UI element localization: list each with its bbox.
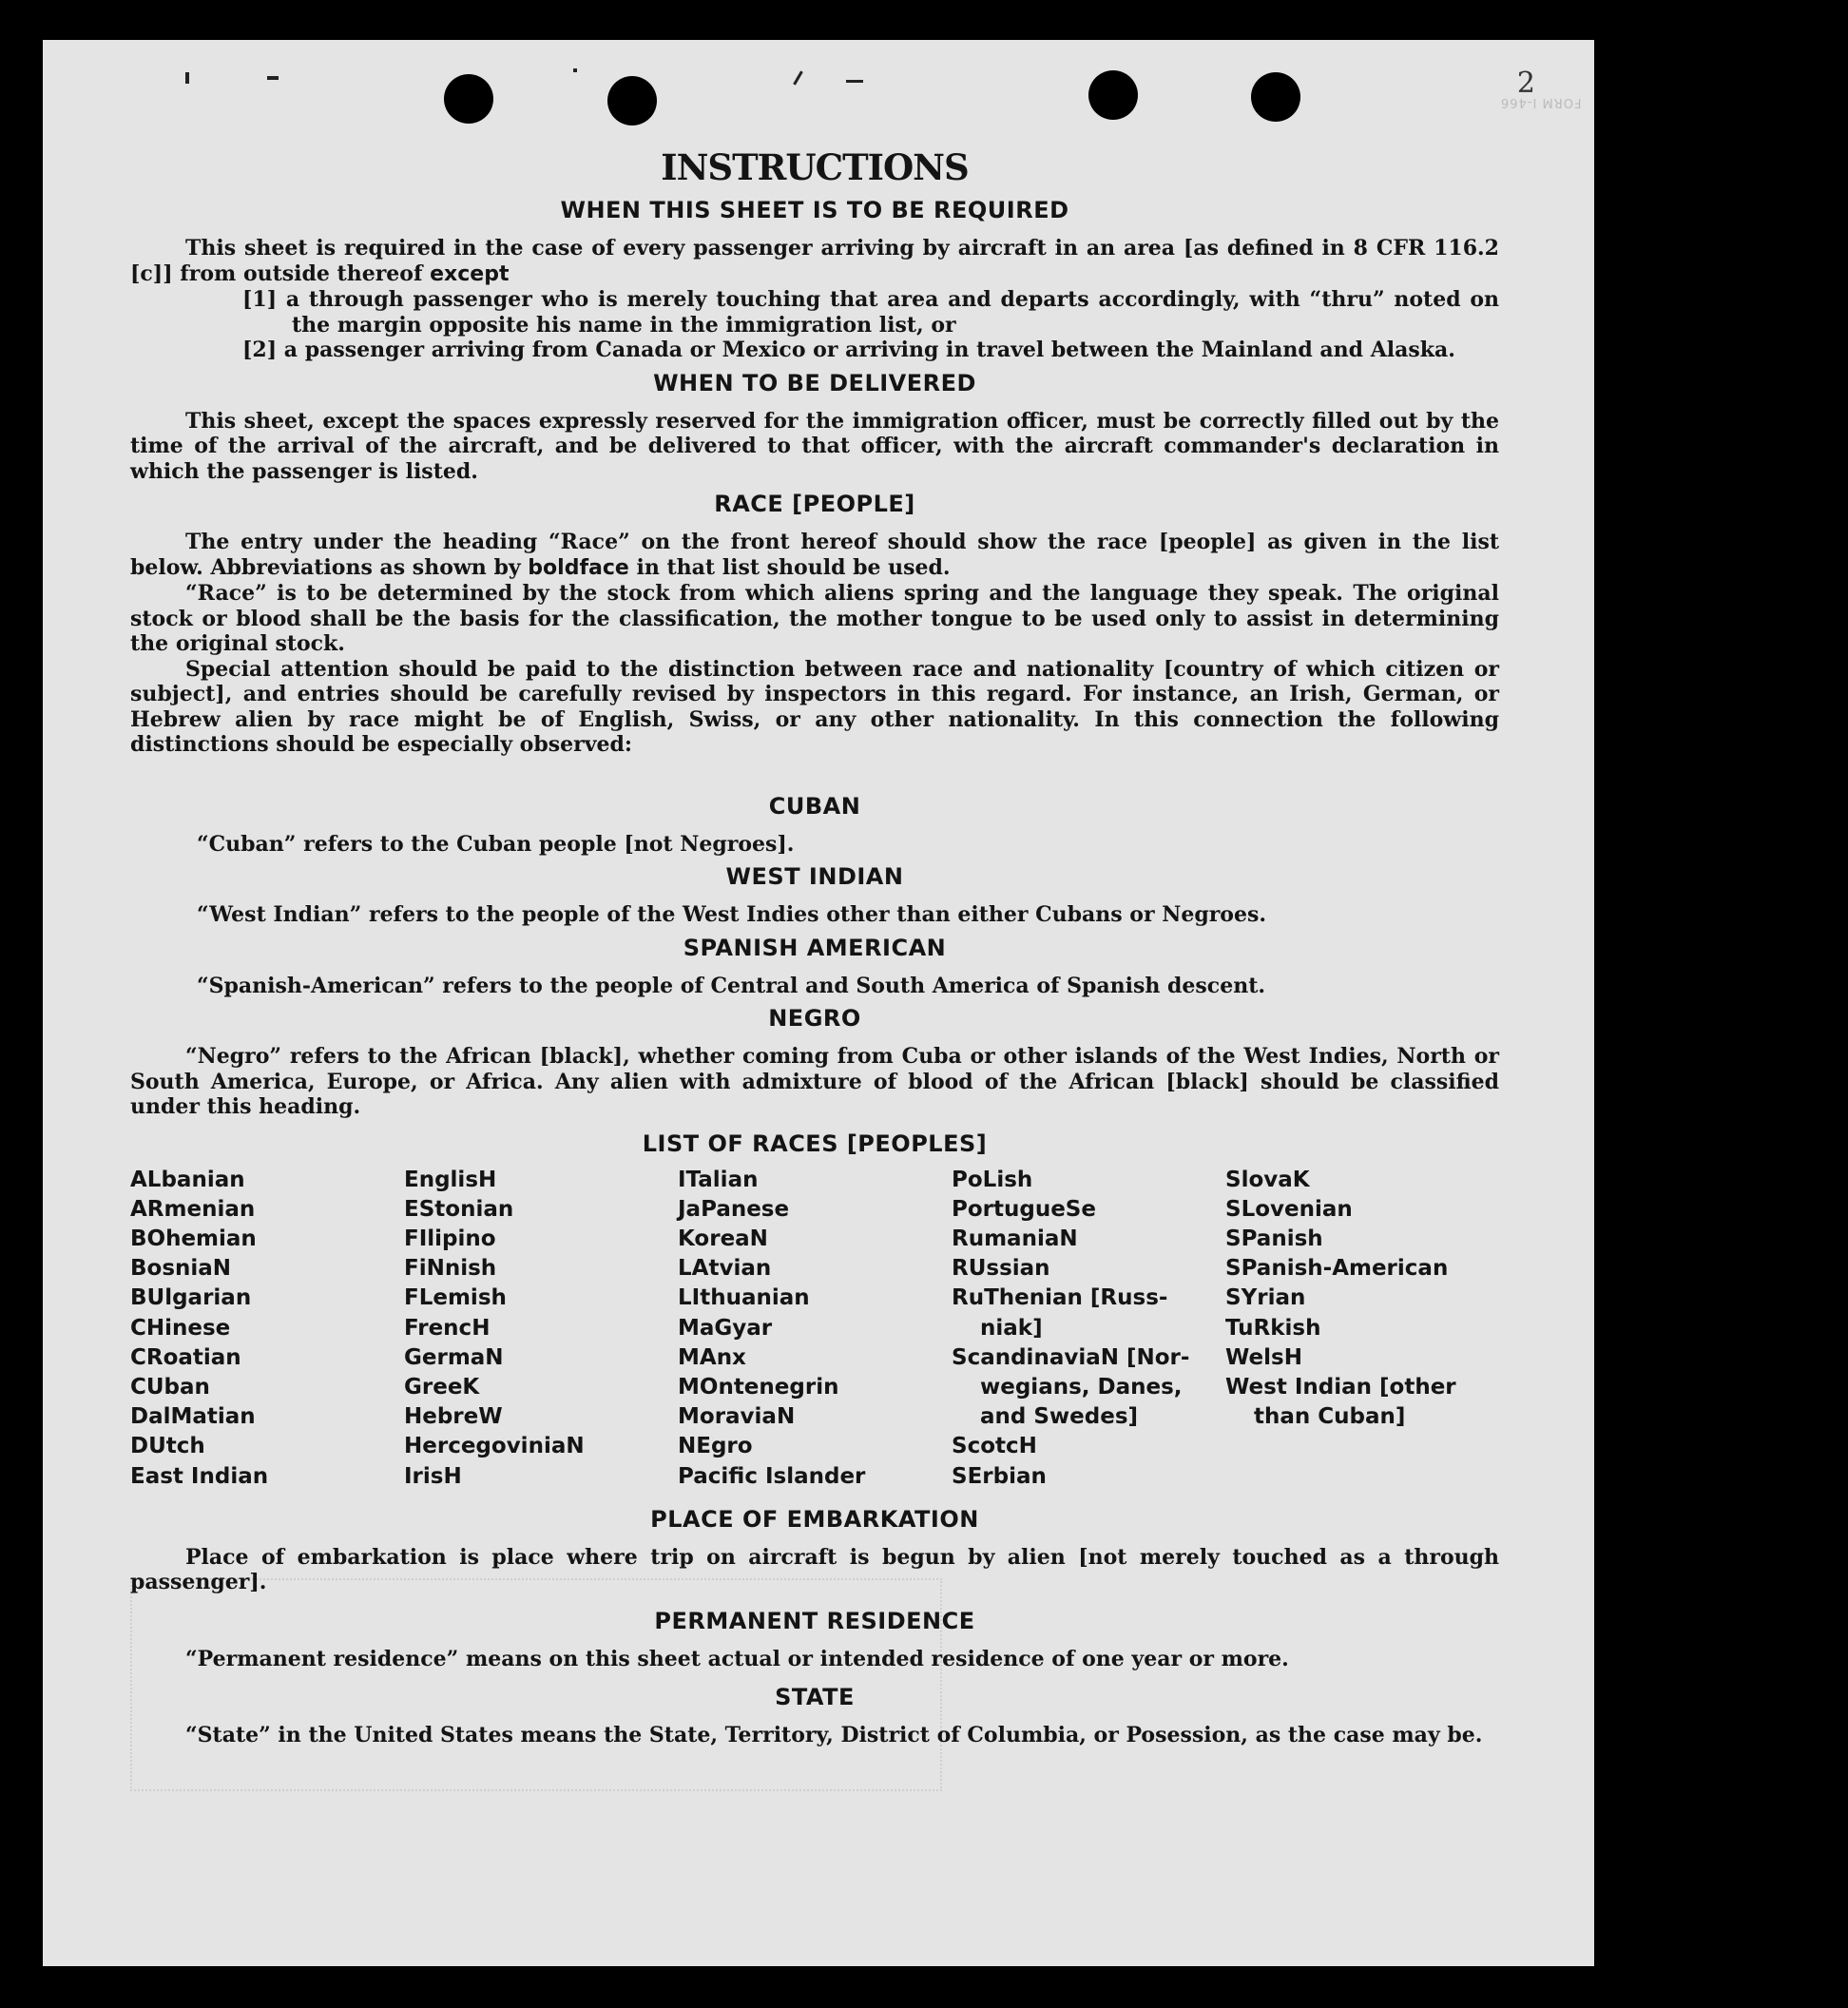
bleed-through-form-label: FORM I-466 [1499, 95, 1581, 109]
heading-state: STATE [775, 1684, 855, 1711]
race-entry: CRoatian [130, 1344, 241, 1370]
exception-item-2: [2] a passenger arriving from Canada or Mexico or arriving in travel between the Mainland and Alaska. [242, 338, 1455, 362]
heading-when-delivered: WHEN TO BE DELIVERED [653, 369, 976, 396]
delivered-text: This sheet, except the spaces expressly reserved for the immigration officer, must be correctly filled out by the time of the arrival of the aircraft, and be delivered to that officer, with the aircraft commander's declaration in which the passenger is listed. [130, 408, 1499, 484]
race-entry: West Indian [other [1225, 1374, 1456, 1400]
heading-west-indian: WEST INDIAN [725, 863, 904, 890]
race-entry: SPanish [1225, 1226, 1323, 1251]
race-entry: FiNnish [404, 1256, 497, 1282]
west-indian-text: “West Indian” refers to the people of the West Indies other than either Cubans or Negroes. [197, 902, 1267, 927]
ink-speck [185, 72, 189, 84]
race-entry: NEgro [678, 1434, 753, 1459]
race-entry: SLovenian [1225, 1196, 1353, 1222]
spanish-american-text: “Spanish-American” refers to the people of Central and South America of Spanish descent. [197, 973, 1266, 998]
race-column [678, 1166, 952, 1492]
race-entry: TuRkish [1225, 1315, 1321, 1341]
document-page [43, 40, 1594, 1966]
embarkation-text: Place of embarkation is place where trip on aircraft is begun by alien [not merely touched as a through passenger]. [130, 1544, 1499, 1595]
heading-permanent-residence: PERMANENT RESIDENCE [654, 1607, 975, 1634]
race-column [130, 1166, 404, 1492]
heading-spanish-american: SPANISH AMERICAN [683, 934, 947, 961]
race-entry: MOntenegrin [678, 1374, 839, 1400]
exception-item-1: [1] a through passenger who is merely touching that area and departs accordingly, with “thru” noted on the margin opposite his name in the immigration list, or [242, 287, 1499, 338]
race-entry: MAnx [678, 1344, 746, 1370]
state-text: “State” in the United States means the State, Territory, District of Columbia, or Posession, as the case may be. [185, 1723, 1483, 1748]
race-entry: WelsH [1225, 1344, 1302, 1370]
race-entry: BosniaN [130, 1256, 232, 1282]
race-entry: SYrian [1225, 1285, 1306, 1311]
race-entry: BUlgarian [130, 1285, 252, 1311]
race-entry: East Indian [130, 1463, 269, 1489]
punch-hole [607, 76, 657, 126]
race-entry: RUssian [952, 1256, 1050, 1282]
race-entry: DUtch [130, 1434, 205, 1459]
race-entry: LAtvian [678, 1256, 772, 1282]
punch-hole [444, 74, 493, 124]
race-entry: PortugueSe [952, 1196, 1096, 1222]
race-entry: MaGyar [678, 1315, 773, 1341]
ink-speck [846, 80, 863, 83]
heading-negro: NEGRO [768, 1005, 861, 1032]
race-entry: CHinese [130, 1315, 231, 1341]
race-entry: LIthuanian [678, 1285, 810, 1311]
race-entry: EStonian [404, 1196, 514, 1222]
race-column [404, 1166, 678, 1492]
race-paragraph-1: The entry under the heading “Race” on the front hereof should show the race [people] as given in the list below. Abbreviations as shown by boldface in that list should be used. [130, 530, 1499, 580]
race-entry: niak] [980, 1315, 1043, 1341]
race-entry: FrencH [404, 1315, 491, 1341]
heading-race: RACE [PEOPLE] [714, 491, 915, 517]
race-entry: RumaniaN [952, 1226, 1078, 1251]
race-list [130, 1166, 1499, 1492]
race-entry: EnglisH [404, 1167, 497, 1192]
ink-speck [267, 76, 279, 80]
heading-cuban: CUBAN [768, 792, 861, 820]
ink-speck [793, 70, 803, 85]
race-entry: SErbian [952, 1463, 1047, 1489]
race-entry: MoraviaN [678, 1404, 796, 1430]
ink-speck [573, 68, 577, 72]
instructions-body [130, 145, 1499, 1748]
race-entry: ITalian [678, 1167, 759, 1192]
page-mark: 2 [1516, 67, 1535, 100]
punch-hole [1088, 70, 1138, 120]
race-entry: GermaN [404, 1344, 504, 1370]
race-entry: Pacific Islander [678, 1463, 866, 1489]
race-entry: than Cuban] [1254, 1404, 1406, 1430]
heading-embarkation: PLACE OF EMBARKATION [650, 1505, 979, 1533]
heading-list-of-races: LIST OF RACES [PEOPLES] [642, 1130, 988, 1157]
race-entry: KoreaN [678, 1226, 768, 1251]
residence-text: “Permanent residence” means on this sheet actual or intended residence of one year or more. [185, 1646, 1289, 1671]
race-entry: RuThenian [Russ- [952, 1285, 1168, 1311]
race-entry: DalMatian [130, 1404, 256, 1430]
cuban-text: “Cuban” refers to the Cuban people [not Negroes]. [197, 831, 795, 857]
race-entry: IrisH [404, 1463, 462, 1489]
race-entry: ALbanian [130, 1167, 245, 1192]
race-entry: GreeK [404, 1374, 480, 1400]
race-column [952, 1166, 1225, 1492]
race-entry: ARmenian [130, 1196, 256, 1222]
race-paragraph-3: Special attention should be paid to the distinction between race and nationality [country of which citizen or subject], and entries should be carefully revised by inspectors in this regard. For instance, an Irish, German, or Hebrew alien by race might be of English, Swiss, or any other nationality. In this connection the following distinctions should be especially observed: [130, 656, 1499, 757]
race-entry: JaPanese [678, 1196, 790, 1222]
race-entry: FIlipino [404, 1226, 496, 1251]
punch-hole [1251, 72, 1300, 122]
race-entry: wegians, Danes, [980, 1374, 1183, 1400]
race-entry: FLemish [404, 1285, 507, 1311]
page-title: INSTRUCTIONS [661, 146, 969, 188]
race-column [1225, 1166, 1499, 1492]
race-entry: ScandinaviaN [Nor- [952, 1344, 1190, 1370]
race-entry: PoLish [952, 1167, 1033, 1192]
race-entry: ScotcH [952, 1434, 1037, 1459]
race-entry: CUban [130, 1374, 210, 1400]
race-entry: SlovaK [1225, 1167, 1310, 1192]
race-entry: HercegoviniaN [404, 1434, 585, 1459]
race-paragraph-2: “Race” is to be determined by the stock from which aliens spring and the language they speak. The original stock or blood shall be the basis for the classification, the mother tongue to be used only to assist in determining the original stock. [130, 581, 1499, 656]
race-entry: and Swedes] [980, 1404, 1139, 1430]
race-entry: BOhemian [130, 1226, 257, 1251]
heading-when-required: WHEN THIS SHEET IS TO BE REQUIRED [560, 197, 1069, 223]
race-entry: SPanish-American [1225, 1256, 1449, 1282]
race-entry: HebreW [404, 1404, 503, 1430]
required-intro: This sheet is required in the case of every passenger arriving by aircraft in an area [as defined in 8 CFR 116.2 [c]] from outside thereof except [130, 236, 1499, 286]
negro-text: “Negro” refers to the African [black], whether coming from Cuba or other islands of the West Indies, North or South America, Europe, or Africa. Any alien with admixture of blood of the African [black] should be classified under this heading. [130, 1044, 1499, 1119]
